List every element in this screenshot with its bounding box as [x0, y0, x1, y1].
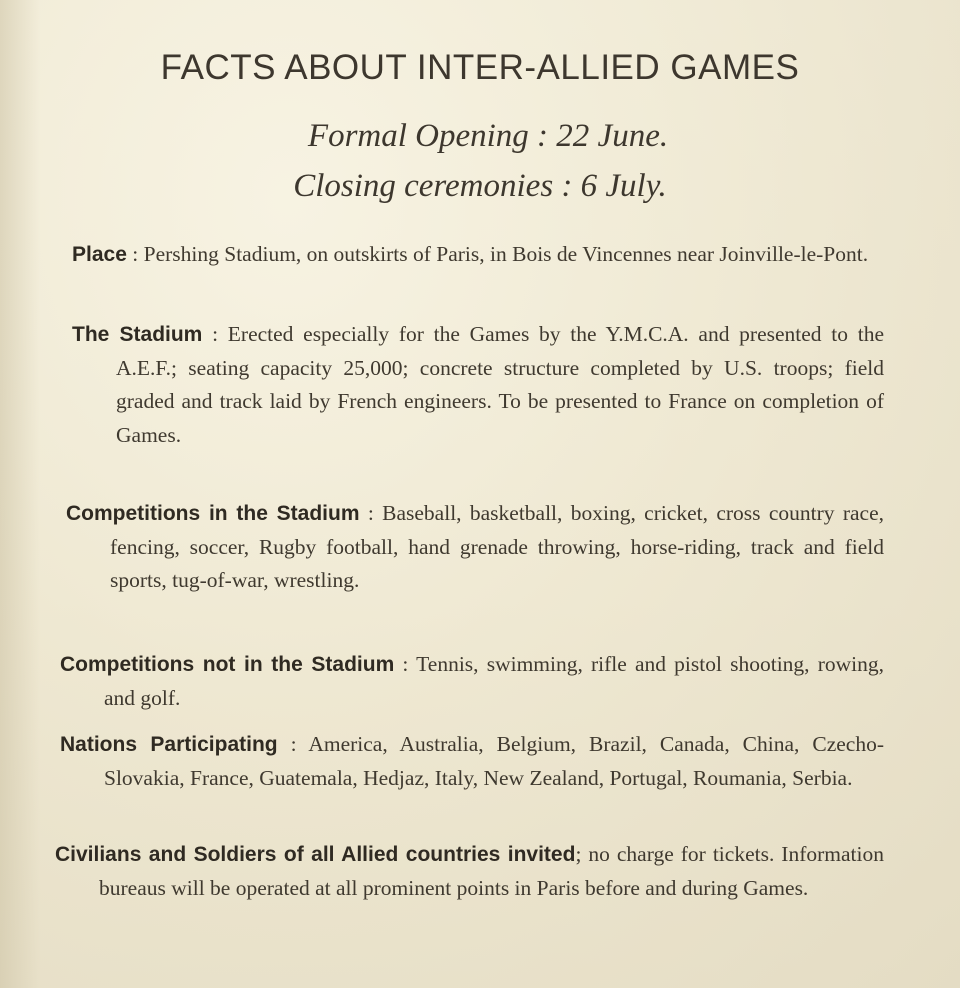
- entry-place: [72, 238, 884, 272]
- entry-text: Erected especially for the Games by the Y.M.C.A. and presented to the A.E.F.; seating capacity 25,000; concrete structure completed by U.S. troops; field graded and track laid by French engineers. To be presented to France on completion of Games.: [116, 322, 884, 447]
- entry-civilians-and-soldiers: [55, 838, 884, 905]
- entry-separator: :: [359, 501, 383, 525]
- entry-competitions-in-stadium: [66, 497, 884, 598]
- entry-text: Pershing Stadium, on outskirts of Paris, in Bois de Vincennes near Joinville-le-Pont.: [143, 242, 869, 266]
- closing-ceremonies-line: Closing ceremonies : 6 July.: [293, 168, 667, 204]
- entry-label: Place: [72, 243, 127, 266]
- entry-text: America, Australia, Belgium, Brazil, Canada, China, Czecho-Slovakia, France, Guatemala, Hedjaz, Italy, New Zealand, Portugal, Roumania, Serbia.: [104, 732, 884, 790]
- entry-label: Competitions in the Stadium: [66, 502, 360, 525]
- entry-separator: ;: [575, 842, 589, 866]
- entry-separator: :: [202, 322, 228, 346]
- entry-separator: :: [126, 242, 144, 266]
- entry-label: The Stadium: [72, 323, 203, 346]
- entry-competitions-not-in-stadium: [60, 648, 884, 715]
- entry-nations-participating: [60, 728, 884, 795]
- entry-text: no charge for tickets. Information bureaus will be operated at all prominent points in Paris before and during Games.: [99, 842, 884, 900]
- entry-separator: :: [277, 732, 309, 756]
- entry-label: Nations Participating: [60, 733, 278, 756]
- entry-text: Tennis, swimming, rifle and pistol shooting, rowing, and golf.: [104, 652, 884, 710]
- formal-opening-line: Formal Opening : 22 June.: [307, 118, 669, 154]
- entry-label: Civilians and Soldiers of all Allied countries invited: [55, 843, 576, 866]
- entry-text: Baseball, basketball, boxing, cricket, cross country race, fencing, soccer, Rugby football, hand grenade throwing, horse-riding, track and field sports, tug-of-war, wrestling.: [110, 501, 884, 592]
- entry-label: Competitions not in the Stadium: [60, 653, 395, 676]
- entry-stadium: [72, 318, 884, 452]
- entry-separator: :: [394, 652, 417, 676]
- document-title: FACTS ABOUT INTER-ALLIED GAMES: [160, 48, 800, 87]
